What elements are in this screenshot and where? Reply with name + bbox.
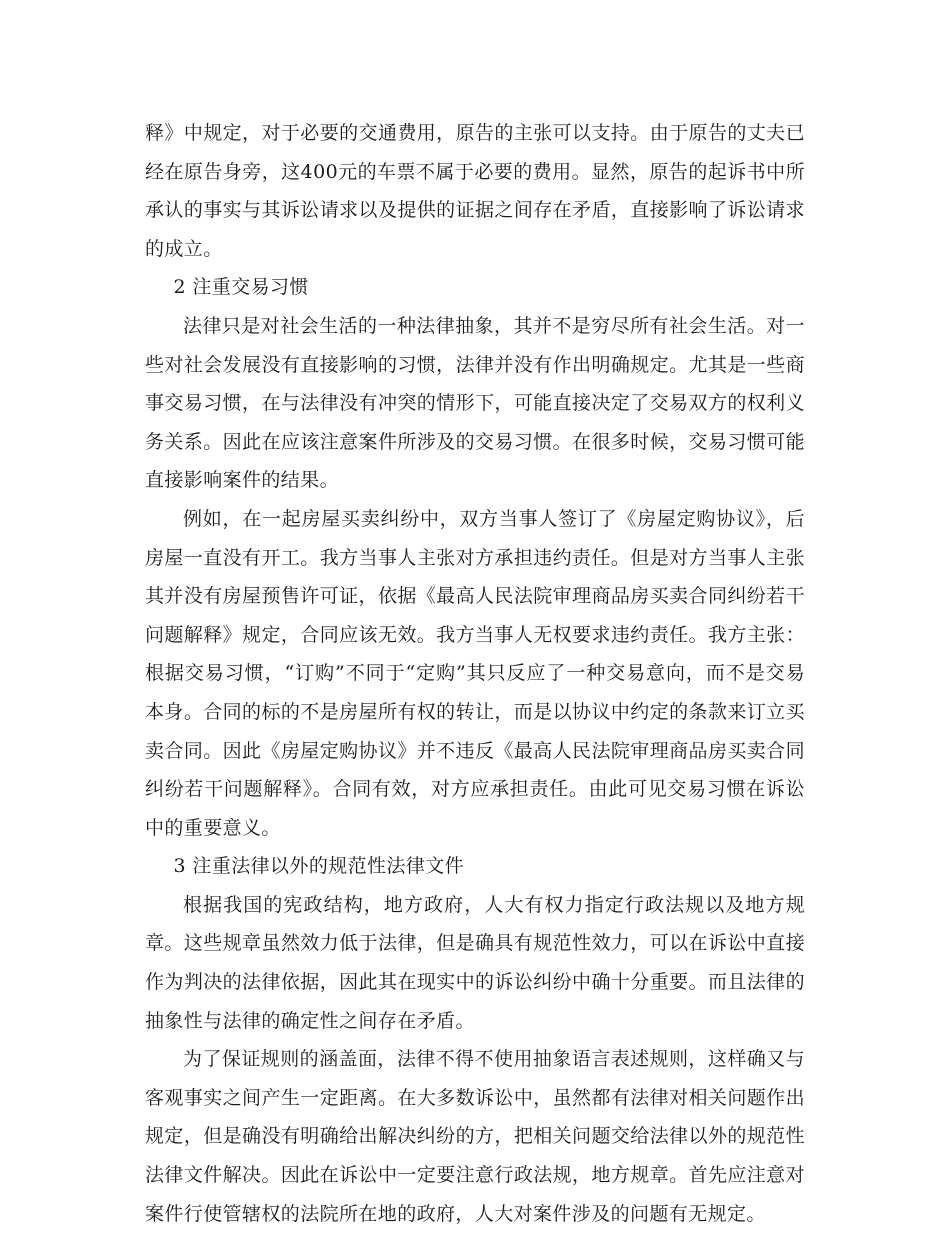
paragraph-continuation: 释》中规定，对于必要的交通费用，原告的主张可以支持。由于原告的丈夫已经在原告身旁，这400元的车票不属于必要的费用。显然，原告的起诉书中所承认的事实与其诉讼请求以及提供的证据之间存在矛盾，直接影响了诉讼请求的成立。 (145, 122, 805, 260)
section-heading-2: 2 注重交易习惯 (173, 276, 309, 299)
paragraph: 为了保证规则的涵盖面，法律不得不使用抽象语言表述规则，这样确又与客观事实之间产生一定距离。在大多数诉讼中，虽然都有法律对相关问题作出规定，但是确没有明确给出解决纠纷的方，把相关问题交给法律以外的规范性法律文件解决。因此在诉讼中一定要注意行政法规，地方规章。首先应注意对案件行使管辖权的法院所在地的政府，人大对案件涉及的问题有无规定。 (145, 1048, 805, 1225)
document-body (145, 114, 805, 1233)
paragraph: 例如，在一起房屋买卖纠纷中，双方当事人签订了《房屋定购协议》，后房屋一直没有开工。我方当事人主张对方承担违约责任。但是对方当事人主张其并没有房屋预售许可证，依据《最高人民法院审理商品房买卖合同纠纷若干问题解释》规定，合同应该无效。我方当事人无权要求违约责任。我方主张：根据交易习惯，“订购”不同于“定购”其只反应了一种交易意向，而不是交易本身。合同的标的不是房屋所有权的转让，而是以协议中约定的条款来订立买卖合同。因此《房屋定购协议》并不违反《最高人民法院审理商品房买卖合同纠纷若干问题解释》。合同有效，对方应承担责任。由此可见交易习惯在诉讼中的重要意义。 (145, 507, 805, 839)
section-heading-3: 3 注重法律以外的规范性法律文件 (173, 855, 465, 878)
paragraph: 法律只是对社会生活的一种法律抽象，其并不是穷尽所有社会生活。对一些对社会发展没有直接影响的习惯，法律并没有作出明确规定。尤其是一些商事交易习惯，在与法律没有冲突的情形下，可能直接决定了交易双方的权利义务关系。因此在应该注意案件所涉及的交易习惯。在很多时候，交易习惯可能直接影响案件的结果。 (145, 314, 805, 492)
paragraph: 根据我国的宪政结构，地方政府，人大有权力指定行政法规以及地方规章。这些规章虽然效力低于法律，但是确具有规范性效力，可以在诉讼中直接作为判决的法律依据，因此其在现实中的诉讼纠纷中确十分重要。而且法律的抽象性与法律的确定性之间存在矛盾。 (145, 893, 805, 1032)
